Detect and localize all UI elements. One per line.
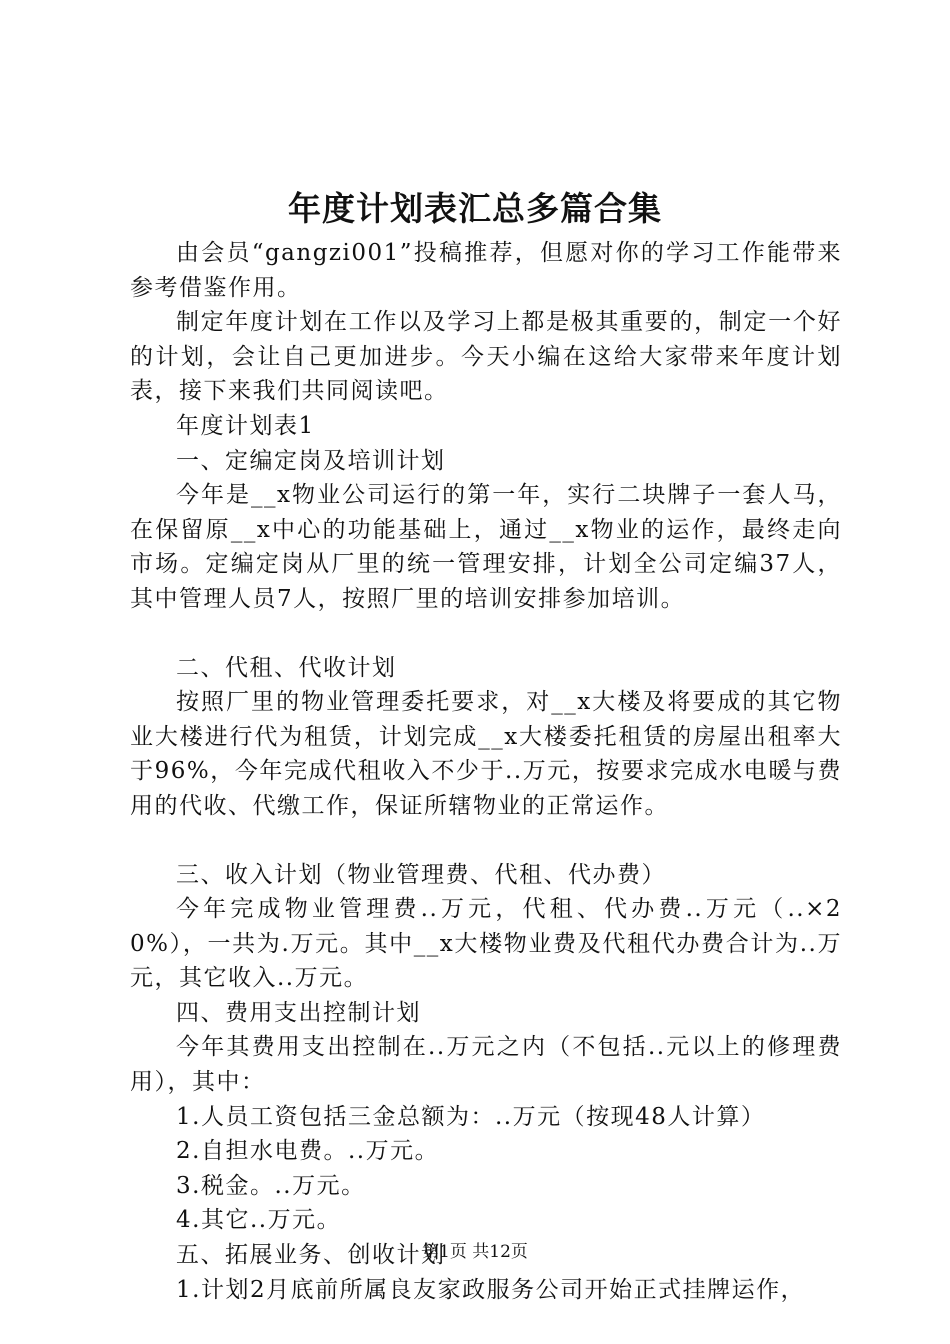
list-item: 4.其它..万元。 (176, 1207, 342, 1234)
list-item: 1.人员工资包括三金总额为：..万元（按现48人计算） (176, 1103, 766, 1130)
page-footer: 第1页 共12页 (422, 1242, 528, 1262)
list-item: 2.自担水电费。..万元。 (176, 1138, 440, 1165)
list-item: 3.税金。..万元。 (176, 1172, 366, 1199)
paragraph-gap (130, 617, 842, 651)
body-paragraph: 按照厂里的物业管理委托要求，对__x大楼及将要成的其它物业大楼进行代为租赁，计划完成__x大楼委托租赁的房屋出租率大于96%，今年完成代租收入不少于..万元，按要求完成水电暖与费用的代收、代缴工作，保证所辖物业的正常运作。 (130, 689, 842, 819)
section-heading: 一、定编定岗及培训计划 (176, 447, 446, 474)
intro-paragraph: 由会员“gangzi001”投稿推荐，但愿对你的学习工作能带来参考借鉴作用。 (130, 240, 842, 301)
list-item: 1.计划2月底前所属良友家政服务公司开始正式挂牌运作， (176, 1276, 806, 1303)
paragraph-gap (130, 824, 842, 858)
section-heading: 年度计划表1 (176, 412, 315, 439)
section-heading: 二、代租、代收计划 (176, 654, 397, 681)
section-heading: 五、拓展业务、创收计划 (176, 1242, 446, 1269)
document-title: 年度计划表汇总多篇合集 (288, 189, 662, 228)
intro-paragraph: 制定年度计划在工作以及学习上都是极其重要的，制定一个好的计划，会让自己更加进步。今天小编在这给大家带来年度计划表，接下来我们共同阅读吧。 (130, 309, 842, 405)
body-paragraph: 今年完成物业管理费..万元，代租、代办费..万元（..×20%），一共为.万元。其中__x大楼物业费及代租代办费合计为..万元，其它收入..万元。 (130, 896, 842, 992)
section-heading: 四、费用支出控制计划 (176, 999, 421, 1026)
body-paragraph: 今年是__x物业公司运行的第一年，实行二块牌子一套人马，在保留原__x中心的功能基础上，通过__x物业的运作，最终走向市场。定编定岗从厂里的统一管理安排，计划全公司定编37人，其中管理人员7人，按照厂里的培训安排参加培训。 (130, 482, 842, 612)
body-paragraph: 今年其费用支出控制在..万元之内（不包括..元以上的修理费用），其中： (130, 1034, 842, 1096)
document-body (130, 236, 842, 1307)
section-heading: 三、收入计划（物业管理费、代租、代办费） (176, 861, 666, 888)
